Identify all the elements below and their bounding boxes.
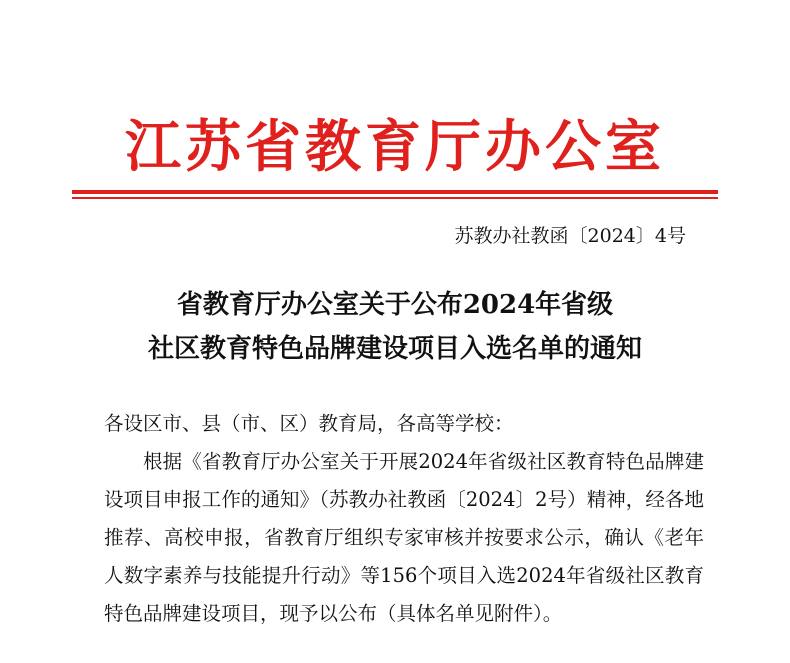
notice-title-line-1: 省教育厅办公室关于公布2024年省级 [176,290,614,320]
red-separator-thin [72,197,718,199]
notice-title [0,283,790,371]
body-paragraph: 根据《省教育厅办公室关于开展2024年省级社区教育特色品牌建设项目申报工作的通知》（苏教办社教函〔2024〕2号）精神，经各地推荐、高校申报，省教育厅组织专家审核并按要求公示，确认《老年人数字素养与技能提升行动》等156个项目入选2024年省级社区教育特色品牌建设项目，现予以公布（具体名单见附件）。 [104,450,704,625]
notice-title-line-2: 社区教育特色品牌建设项目入选名单的通知 [147,334,642,364]
red-separator-thick [72,190,718,194]
document-number: 苏教办社教函〔2024〕4号 [454,225,686,247]
red-header-title: 江苏省教育厅办公室 [125,114,665,180]
salutation: 各设区市、县（市、区）教育局，各高等学校： [104,412,514,435]
